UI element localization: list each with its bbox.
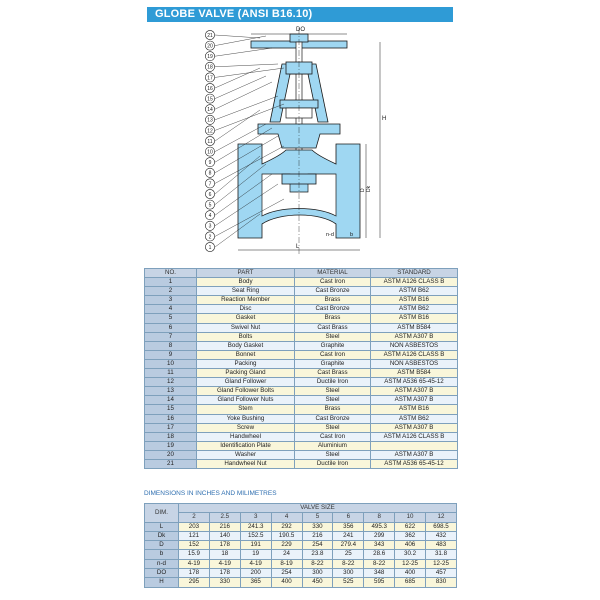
callout-number: 2: [208, 234, 212, 241]
parts-row: [145, 278, 458, 287]
callout-number: 16: [207, 85, 213, 92]
sizes-row: [145, 513, 457, 522]
size-header: 8: [364, 513, 395, 522]
dimension-row: [145, 559, 457, 568]
valve-size-header: VALVE SIZE: [179, 504, 457, 513]
part-no: 21: [145, 459, 197, 468]
part-name: Packing Gland: [197, 369, 295, 378]
part-name: Yoke Bushing: [197, 414, 295, 423]
dimension-value: 241.3: [240, 522, 271, 531]
l-label: L: [296, 244, 300, 250]
parts-row: [145, 378, 458, 387]
dimension-value: 8-22: [333, 559, 364, 568]
dimension-value: 216: [302, 531, 333, 540]
dimension-name: b: [145, 550, 179, 559]
dimension-row: [145, 531, 457, 540]
dimension-value: 178: [179, 569, 210, 578]
dimension-value: 830: [426, 578, 457, 587]
title-bar: [147, 7, 453, 22]
part-name: Handwheel: [197, 432, 295, 441]
part-standard: ASTM B16: [371, 296, 458, 305]
dimension-value: 190.5: [271, 531, 302, 540]
dimension-value: 299: [364, 531, 395, 540]
part-no: 14: [145, 396, 197, 405]
part-no: 2: [145, 287, 197, 296]
parts-row: [145, 314, 458, 323]
dimension-value: 203: [179, 522, 210, 531]
dimension-value: 295: [179, 578, 210, 587]
parts-row: [145, 369, 458, 378]
callout-leader: [215, 96, 278, 120]
part-name: Washer: [197, 450, 295, 459]
dimension-value: 24: [271, 550, 302, 559]
callout-number: 13: [207, 117, 213, 124]
part-standard: ASTM A536 65-45-12: [371, 459, 458, 468]
part-name: Body: [197, 278, 295, 287]
part-name: Packing: [197, 359, 295, 368]
callout-number: 17: [207, 75, 213, 82]
dimension-value: 292: [271, 522, 302, 531]
part-name: Screw: [197, 423, 295, 432]
parts-row: [145, 396, 458, 405]
part-material: Brass: [295, 296, 371, 305]
dimension-value: 178: [209, 541, 240, 550]
dimension-value: 4-19: [240, 559, 271, 568]
dimension-value: 450: [302, 578, 333, 587]
part-material: Cast Iron: [295, 350, 371, 359]
part-material: Aluminium: [295, 441, 371, 450]
callout-number: 7: [208, 181, 212, 188]
parts-row: [145, 405, 458, 414]
parts-row: [145, 414, 458, 423]
part-material: Graphite: [295, 341, 371, 350]
dimension-name: DO: [145, 569, 179, 578]
dimension-value: 495.3: [364, 522, 395, 531]
dimension-row: [145, 578, 457, 587]
size-header: 6: [333, 513, 364, 522]
part-no: 9: [145, 350, 197, 359]
parts-row: [145, 350, 458, 359]
part-name: Gland Follower Nuts: [197, 396, 295, 405]
dimensions-header-row: [145, 504, 457, 513]
part-no: 1: [145, 278, 197, 287]
callout-leader: [215, 76, 266, 99]
dimension-value: 525: [333, 578, 364, 587]
part-material: Ductile Iron: [295, 378, 371, 387]
page-title: GLOBE VALVE (ANSI B16.10): [155, 8, 313, 20]
dimension-value: 191: [240, 541, 271, 550]
callout-number: 4: [208, 213, 212, 220]
dimension-value: 152: [179, 541, 210, 550]
dimension-value: 8-22: [364, 559, 395, 568]
dimensions-table: [144, 503, 457, 588]
parts-row: [145, 296, 458, 305]
dimension-value: 121: [179, 531, 210, 540]
callout-leader: [215, 64, 278, 67]
dimension-row: [145, 541, 457, 550]
parts-row: [145, 423, 458, 432]
callout-number: 15: [207, 96, 213, 103]
part-standard: ASTM B584: [371, 323, 458, 332]
dimension-value: 348: [364, 569, 395, 578]
do-label: DO: [296, 27, 305, 33]
part-material: Cast Iron: [295, 432, 371, 441]
part-no: 10: [145, 359, 197, 368]
part-material: Cast Iron: [295, 278, 371, 287]
callout-number: 11: [207, 138, 213, 145]
callout-number: 18: [207, 64, 213, 71]
part-material: Brass: [295, 314, 371, 323]
callout-number: 19: [207, 54, 213, 61]
part-name: Handwheel Nut: [197, 459, 295, 468]
callout-number: 21: [207, 32, 213, 39]
dimension-name: Dk: [145, 531, 179, 540]
parts-row: [145, 459, 458, 468]
dimension-name: H: [145, 578, 179, 587]
part-no: 12: [145, 378, 197, 387]
callout-number: 20: [207, 43, 213, 50]
dim-header: DIM.: [145, 504, 179, 523]
callout-leader: [215, 68, 260, 88]
callout-number: 6: [208, 191, 212, 198]
part-standard: ASTM B16: [371, 405, 458, 414]
dimension-value: 4-19: [209, 559, 240, 568]
part-material: Cast Bronze: [295, 305, 371, 314]
part-material: Steel: [295, 396, 371, 405]
part-name: Seat Ring: [197, 287, 295, 296]
dimension-value: 216: [209, 522, 240, 531]
dimension-value: 362: [395, 531, 426, 540]
dimension-value: 254: [271, 569, 302, 578]
part-name: Gasket: [197, 314, 295, 323]
part-no: 11: [145, 369, 197, 378]
dimension-value: 30.2: [395, 550, 426, 559]
dimension-value: 595: [364, 578, 395, 587]
size-header: 3: [240, 513, 271, 522]
dimension-value: 23.8: [302, 550, 333, 559]
part-name: Identification Plate: [197, 441, 295, 450]
callout-number: 3: [208, 223, 212, 230]
dimension-value: 432: [426, 531, 457, 540]
part-name: Bolts: [197, 332, 295, 341]
part-name: Bonnet: [197, 350, 295, 359]
dimension-row: [145, 550, 457, 559]
part-name: Gland Follower Bolts: [197, 387, 295, 396]
parts-table-header-row: [145, 269, 458, 278]
callout-number: 14: [207, 107, 213, 114]
d-label: D: [360, 188, 366, 192]
h-label: H: [382, 116, 387, 122]
dimension-name: n-d: [145, 559, 179, 568]
part-no: 15: [145, 405, 197, 414]
part-material: Graphite: [295, 359, 371, 368]
part-standard: ASTM B62: [371, 287, 458, 296]
parts-row: [145, 432, 458, 441]
part-standard: ASTM B62: [371, 305, 458, 314]
part-material: Brass: [295, 405, 371, 414]
dimension-value: 152.5: [240, 531, 271, 540]
dimension-value: 622: [395, 522, 426, 531]
part-material: Steel: [295, 387, 371, 396]
part-no: 19: [145, 441, 197, 450]
callout-number: 8: [208, 170, 212, 177]
part-standard: NON ASBESTOS: [371, 359, 458, 368]
header-no: NO.: [145, 269, 197, 278]
dimension-value: 28.6: [364, 550, 395, 559]
callout-number: 9: [208, 160, 212, 167]
part-material: Ductile Iron: [295, 459, 371, 468]
dimension-value: 8-19: [271, 559, 302, 568]
part-standard: ASTM A307 B: [371, 450, 458, 459]
part-material: Cast Brass: [295, 369, 371, 378]
part-standard: ASTM B16: [371, 314, 458, 323]
parts-row: [145, 332, 458, 341]
part-no: 6: [145, 323, 197, 332]
dimension-value: 254: [302, 541, 333, 550]
part-no: 18: [145, 432, 197, 441]
part-name: Disc: [197, 305, 295, 314]
part-name: Reaction Member: [197, 296, 295, 305]
dimension-value: 300: [333, 569, 364, 578]
dimension-value: 19: [240, 550, 271, 559]
dimension-value: 25: [333, 550, 364, 559]
dimension-value: 140: [209, 531, 240, 540]
callout-leader: [215, 35, 260, 38]
dimension-value: 400: [271, 578, 302, 587]
part-standard: ASTM A307 B: [371, 332, 458, 341]
part-material: Steel: [295, 450, 371, 459]
dimension-value: 343: [364, 541, 395, 550]
size-header: 2.5: [209, 513, 240, 522]
dimension-value: 4-19: [179, 559, 210, 568]
dimension-value: 698.5: [426, 522, 457, 531]
part-name: Swivel Nut: [197, 323, 295, 332]
parts-row: [145, 341, 458, 350]
part-standard: ASTM B62: [371, 414, 458, 423]
part-standard: NON ASBESTOS: [371, 341, 458, 350]
part-no: 8: [145, 341, 197, 350]
part-standard: ASTM A536 65-45-12: [371, 378, 458, 387]
part-no: 5: [145, 314, 197, 323]
parts-row: [145, 305, 458, 314]
dimension-value: 400: [395, 569, 426, 578]
part-name: Stem: [197, 405, 295, 414]
dimension-value: 8-22: [302, 559, 333, 568]
part-material: Cast Brass: [295, 323, 371, 332]
dimension-value: 406: [395, 541, 426, 550]
dimension-value: 15.9: [179, 550, 210, 559]
part-standard: ASTM A307 B: [371, 387, 458, 396]
parts-table: [144, 268, 458, 469]
dk-label: Dk: [366, 185, 372, 192]
dimension-value: 330: [209, 578, 240, 587]
nd-label: n-d: [326, 232, 334, 238]
part-no: 20: [145, 450, 197, 459]
part-name: Gland Follower: [197, 378, 295, 387]
parts-row: [145, 450, 458, 459]
dimension-value: 279.4: [333, 541, 364, 550]
dimension-value: 31.8: [426, 550, 457, 559]
size-header: 5: [302, 513, 333, 522]
dimension-name: D: [145, 541, 179, 550]
parts-row: [145, 359, 458, 368]
part-material: Steel: [295, 332, 371, 341]
part-name: Body Gasket: [197, 341, 295, 350]
dimension-value: 18: [209, 550, 240, 559]
dimensions-title: DIMENSIONS IN INCHES AND MILIMETRES: [144, 490, 277, 497]
part-material: Cast Bronze: [295, 287, 371, 296]
size-header: 2: [179, 513, 210, 522]
part-standard: ASTM A307 B: [371, 423, 458, 432]
dimension-value: 300: [302, 569, 333, 578]
part-no: 13: [145, 387, 197, 396]
dimension-row: [145, 569, 457, 578]
callout-number: 12: [207, 128, 213, 135]
part-standard: ASTM A126 CLASS B: [371, 278, 458, 287]
dimension-value: 685: [395, 578, 426, 587]
part-standard: [371, 441, 458, 450]
dimension-name: L: [145, 522, 179, 531]
callout-number: 5: [208, 202, 212, 209]
dimension-value: 12-25: [395, 559, 426, 568]
dimension-value: 12-25: [426, 559, 457, 568]
header-material: MATERIAL: [295, 269, 371, 278]
dimension-value: 365: [240, 578, 271, 587]
parts-row: [145, 287, 458, 296]
parts-row: [145, 387, 458, 396]
dimension-value: 241: [333, 531, 364, 540]
dimension-value: 483: [426, 541, 457, 550]
dimension-value: 229: [271, 541, 302, 550]
b-label: b: [350, 232, 354, 238]
dimension-value: 200: [240, 569, 271, 578]
part-no: 17: [145, 423, 197, 432]
dimension-value: 330: [302, 522, 333, 531]
parts-row: [145, 323, 458, 332]
part-no: 4: [145, 305, 197, 314]
part-no: 7: [145, 332, 197, 341]
valve-drawing: [200, 24, 450, 264]
header-standard: STANDARD: [371, 269, 458, 278]
callout-number: 10: [207, 149, 213, 156]
callout-leader: [215, 110, 260, 141]
part-material: Cast Bronze: [295, 414, 371, 423]
size-header: 4: [271, 513, 302, 522]
part-material: Steel: [295, 423, 371, 432]
dimension-row: [145, 522, 457, 531]
parts-row: [145, 441, 458, 450]
callout-leader: [215, 48, 272, 56]
part-no: 16: [145, 414, 197, 423]
part-standard: ASTM A126 CLASS B: [371, 350, 458, 359]
part-no: 3: [145, 296, 197, 305]
part-standard: ASTM B584: [371, 369, 458, 378]
part-standard: ASTM A126 CLASS B: [371, 432, 458, 441]
dimension-value: 178: [209, 569, 240, 578]
size-header: 12: [426, 513, 457, 522]
callout-number: 1: [208, 244, 212, 251]
size-header: 10: [395, 513, 426, 522]
part-standard: ASTM A307 B: [371, 396, 458, 405]
header-part: PART: [197, 269, 295, 278]
dimension-value: 356: [333, 522, 364, 531]
dimension-value: 457: [426, 569, 457, 578]
